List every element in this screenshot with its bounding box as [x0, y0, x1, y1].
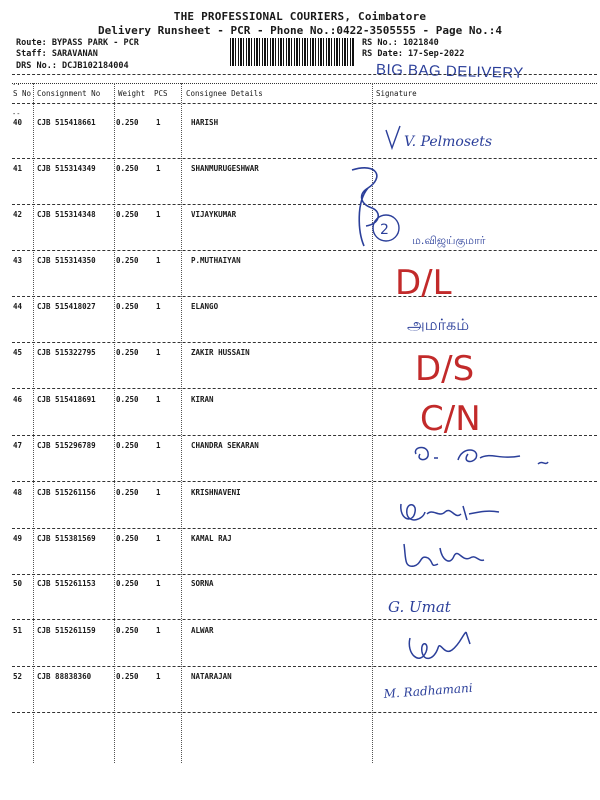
cell-consignment: CJB 515296789 [37, 441, 96, 450]
cell-sno: 48 [13, 488, 23, 497]
cell-consignment: CJB 515418691 [37, 395, 96, 404]
cell-sno: 40 [13, 118, 23, 127]
signature-row-47 [410, 440, 560, 478]
cell-consignee: SORNA [191, 579, 214, 588]
cell-consignee: VIJAYKUMAR [191, 210, 237, 219]
cell-pcs: 1 [156, 256, 161, 265]
row-separator [12, 666, 597, 667]
cell-consignment: CJB 88838360 [37, 672, 92, 681]
row-separator [12, 712, 597, 713]
cell-pcs: 1 [156, 441, 161, 450]
cell-consignment: CJB 515418661 [37, 118, 96, 127]
signature-row-45 [415, 342, 485, 392]
cell-weight: 0.250 [116, 348, 139, 357]
cell-sno: 45 [13, 348, 23, 357]
cell-consignment: CJB 515261159 [37, 626, 96, 635]
cell-pcs: 1 [156, 210, 161, 219]
signature-row-40 [382, 116, 502, 160]
cell-sno: 47 [13, 441, 23, 450]
cell-consignee: ALWAR [191, 626, 214, 635]
cell-pcs: 1 [156, 395, 161, 404]
row-separator [12, 296, 597, 297]
column-divider [181, 83, 182, 763]
row-separator [12, 481, 597, 482]
cell-sno: 43 [13, 256, 23, 265]
cell-consignee: ZAKIR HUSSAIN [191, 348, 250, 357]
row-separator [12, 574, 597, 575]
row-separator [12, 435, 597, 436]
cell-consignee: P.MUTHAIYAN [191, 256, 241, 265]
margin-mark: -- [12, 110, 21, 118]
signature-row-51 [404, 626, 484, 674]
cell-weight: 0.250 [116, 488, 139, 497]
cell-pcs: 1 [156, 534, 161, 543]
cell-weight: 0.250 [116, 441, 139, 450]
cell-pcs: 1 [156, 164, 161, 173]
margin-mark: .. [12, 79, 21, 87]
cell-weight: 0.250 [116, 579, 139, 588]
cell-consignment: CJB 515261153 [37, 579, 96, 588]
signature-text: D/S [415, 349, 475, 389]
column-header-consignee: Consignee Details [186, 89, 263, 98]
column-header-pcs: PCS [154, 89, 168, 98]
cell-pcs: 1 [156, 579, 161, 588]
signature-row-52 [384, 680, 514, 710]
signature-row-43 [395, 256, 465, 306]
signature-text: M. Radhamani [383, 680, 474, 701]
cell-consignee: SHANMURUGESHWAR [191, 164, 259, 173]
cell-weight: 0.250 [116, 534, 139, 543]
cell-weight: 0.250 [116, 395, 139, 404]
cell-weight: 0.250 [116, 164, 139, 173]
cell-sno: 41 [13, 164, 23, 173]
svg-text:2: 2 [380, 222, 389, 238]
column-header-bottom-rule [12, 103, 597, 104]
runsheet-subtitle: Delivery Runsheet - PCR - Phone No.:0422-3505555 - Page No.:4 [98, 24, 502, 37]
cell-consignment: CJB 515381569 [37, 534, 96, 543]
signature-text: அமர்கம் [407, 315, 470, 334]
cell-weight: 0.250 [116, 210, 139, 219]
cell-sno: 52 [13, 672, 23, 681]
cell-weight: 0.250 [116, 256, 139, 265]
signature-row-42 [410, 228, 550, 256]
cell-sno: 49 [13, 534, 23, 543]
cell-weight: 0.250 [116, 118, 139, 127]
cell-consignment: CJB 515314349 [37, 164, 96, 173]
cell-consignee: ELANGO [191, 302, 219, 311]
cell-consignment: CJB 515314350 [37, 256, 96, 265]
signature-text: C/N [420, 399, 481, 439]
cell-consignee: KIRAN [191, 395, 214, 404]
cell-consignment: CJB 515418027 [37, 302, 96, 311]
cell-pcs: 1 [156, 488, 161, 497]
staff-label: Staff: SARAVANAN [16, 49, 98, 59]
cell-pcs: 1 [156, 626, 161, 635]
cell-consignment: CJB 515314348 [37, 210, 96, 219]
cell-consignee: CHANDRA SEKARAN [191, 441, 259, 450]
cell-sno: 46 [13, 395, 23, 404]
cell-consignment: CJB 515261156 [37, 488, 96, 497]
column-header-weight: Weight [118, 89, 146, 98]
column-divider [114, 83, 115, 763]
signature-row-46 [420, 392, 490, 442]
cell-sno: 50 [13, 579, 23, 588]
drs-number: DRS No.: DCJB102184004 [16, 61, 129, 71]
cell-pcs: 1 [156, 302, 161, 311]
header-rule [12, 74, 597, 75]
signature-row-41 [338, 162, 418, 256]
row-separator [12, 158, 597, 159]
route-label: Route: BYPASS PARK - PCR [16, 38, 139, 48]
cell-consignee: NATARAJAN [191, 672, 232, 681]
cell-pcs: 1 [156, 672, 161, 681]
signature-text: V. Pelmosets [404, 134, 493, 150]
row-separator [12, 528, 597, 529]
cell-consignment: CJB 515322795 [37, 348, 96, 357]
cell-weight: 0.250 [116, 626, 139, 635]
cell-pcs: 1 [156, 118, 161, 127]
cell-weight: 0.250 [116, 302, 139, 311]
cell-weight: 0.250 [116, 672, 139, 681]
cell-consignee: HARISH [191, 118, 219, 127]
signature-text: D/L [395, 263, 452, 303]
barcode [230, 38, 355, 66]
rs-number: RS No.: 1021840 [362, 38, 439, 48]
column-header-consignment: Consignment No [37, 89, 101, 98]
column-divider [33, 83, 34, 763]
signature-text: G. Umat [388, 598, 451, 616]
cell-sno: 44 [13, 302, 23, 311]
row-separator [12, 204, 597, 205]
cell-pcs: 1 [156, 348, 161, 357]
big-bag-delivery-stamp: BIG BAG DELIVERY [375, 61, 524, 82]
cell-consignee: KAMAL RAJ [191, 534, 232, 543]
signature-row-48 [395, 494, 505, 534]
signature-row-49 [400, 538, 490, 578]
company-title: THE PROFESSIONAL COURIERS, Coimbatore [173, 10, 427, 23]
signature-text: ம.விஜய்குமார் [412, 234, 486, 247]
column-header-sno: S No [13, 89, 32, 98]
cell-consignee: KRISHNAVENI [191, 488, 241, 497]
signature-row-50 [388, 592, 508, 626]
cell-sno: 51 [13, 626, 23, 635]
column-header-signature: Signature [376, 89, 417, 98]
rs-date: RS Date: 17-Sep-2022 [362, 49, 465, 59]
row-separator [12, 619, 597, 620]
cell-sno: 42 [13, 210, 23, 219]
column-header-top-rule [12, 83, 597, 84]
row-separator [12, 388, 597, 389]
signature-row-44 [405, 306, 525, 344]
